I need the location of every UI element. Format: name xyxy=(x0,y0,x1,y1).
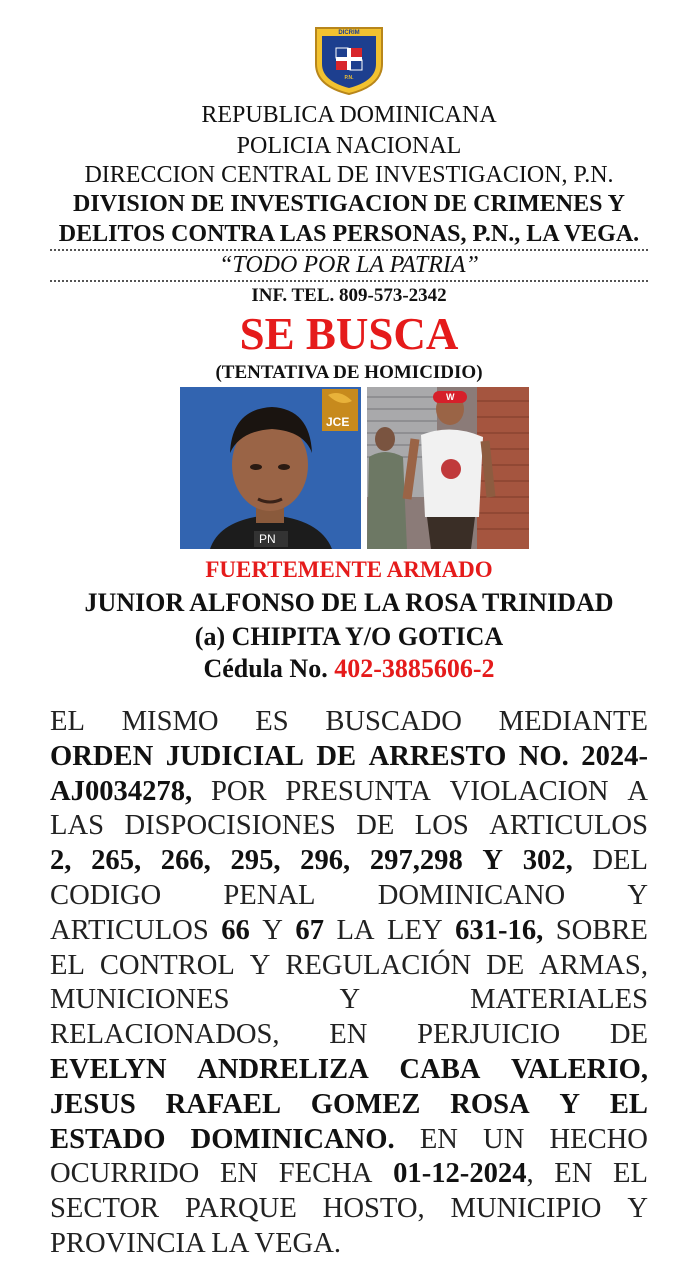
body-word xyxy=(554,1157,592,1192)
body-word-text: HECHO xyxy=(549,1123,648,1155)
body-word-text: SECTOR xyxy=(50,1193,160,1225)
body-word xyxy=(356,809,394,844)
body-word xyxy=(455,914,543,949)
body-word-text: REGULACIÓN xyxy=(285,949,472,981)
body-word-text: ARTICULOS xyxy=(489,810,648,842)
body-word-text: CODIGO xyxy=(50,879,162,911)
body-line xyxy=(50,949,648,984)
body-word-text: Y xyxy=(339,984,361,1016)
body-word-text: PRESUNTA xyxy=(285,775,431,807)
body-line xyxy=(50,1157,648,1192)
body-word xyxy=(483,1123,524,1158)
svg-text:DICRIM: DICRIM xyxy=(338,30,360,36)
body-word xyxy=(329,1018,367,1053)
body-word-text: PROVINCIA LA VEGA. xyxy=(50,1227,341,1259)
dotted-divider xyxy=(50,280,648,282)
body-word xyxy=(627,879,648,914)
body-word xyxy=(613,1157,648,1192)
body-word-text: RELACIONADOS, xyxy=(50,1019,280,1051)
body-word xyxy=(50,844,71,879)
wanted-title: SE BUSCA xyxy=(239,309,459,359)
body-word xyxy=(486,949,524,984)
body-word-text: 2024- xyxy=(581,740,648,772)
body-word xyxy=(211,775,267,810)
body-word-text: ESTADO xyxy=(50,1123,166,1155)
body-line xyxy=(50,1192,648,1227)
body-line xyxy=(50,1088,648,1123)
body-word xyxy=(316,740,356,775)
body-word xyxy=(91,844,141,879)
body-word xyxy=(122,705,219,740)
id-photo xyxy=(180,387,361,549)
armed-warning: FUERTEMENTE ARMADO xyxy=(205,557,493,582)
motto: “TODO POR LA PATRIA” xyxy=(219,252,479,278)
body-word xyxy=(387,914,443,949)
body-word-text: 631-16, xyxy=(455,914,544,946)
body-word xyxy=(556,914,648,949)
body-word xyxy=(627,775,648,810)
body-word-text: , xyxy=(526,1158,534,1190)
body-line xyxy=(50,1018,648,1053)
body-word xyxy=(470,983,648,1018)
body-word xyxy=(417,1018,560,1053)
body-word-text: OCURRIDO xyxy=(50,1158,200,1190)
body-word-text: CABA xyxy=(399,1053,481,1085)
body-word-text: MEDIANTE xyxy=(498,706,648,737)
body-word xyxy=(450,1088,529,1123)
body-word-text: 295, xyxy=(230,845,281,877)
cedula-label: Cédula No. xyxy=(203,654,328,683)
body-word xyxy=(285,775,430,810)
body-word xyxy=(336,914,374,949)
body-word xyxy=(592,844,648,879)
body-word xyxy=(559,1088,580,1123)
body-word-text: ROSA xyxy=(450,1088,530,1120)
body-word-text: DISPOCISIONES xyxy=(124,810,336,842)
street-photo-scene xyxy=(367,387,529,549)
body-line xyxy=(50,705,648,740)
body-word-text: JESUS xyxy=(50,1088,136,1120)
body-word-text: ORDEN xyxy=(50,740,154,772)
body-word xyxy=(339,983,360,1018)
body-word xyxy=(166,1088,281,1123)
cedula-number: 402-3885606-2 xyxy=(334,654,495,683)
body-word-text: Y xyxy=(627,1193,648,1225)
body-word xyxy=(50,983,230,1018)
body-word-text: CONTROL xyxy=(99,949,235,981)
body-word-text: EL xyxy=(613,1158,648,1190)
body-word xyxy=(50,914,209,949)
header-agency: POLICIA NACIONAL xyxy=(236,133,462,159)
jce-badge: JCE xyxy=(326,415,350,429)
header-division-line2: DELITOS CONTRA LAS PERSONAS, P.N., LA VEGA. xyxy=(58,221,640,247)
body-word xyxy=(482,844,503,879)
body-word xyxy=(50,949,85,984)
case-description xyxy=(50,705,648,1262)
body-word xyxy=(221,914,250,949)
body-word-text: 297,298 xyxy=(369,845,463,877)
info-phone: INF. TEL. 809-573-2342 xyxy=(251,285,447,306)
body-word xyxy=(451,1192,602,1227)
suspect-name: JUNIOR ALFONSO DE LA ROSA TRINIDAD xyxy=(84,588,614,617)
body-word-text: LEY xyxy=(387,914,443,946)
body-word-text: POR xyxy=(210,775,267,807)
body-line xyxy=(50,1227,648,1262)
body-line xyxy=(50,844,648,879)
body-word-text: FECHA xyxy=(278,1158,373,1190)
body-word-text: 266, xyxy=(160,845,211,877)
body-line xyxy=(50,1053,648,1088)
body-word xyxy=(610,1018,648,1053)
body-word-text: 296, xyxy=(300,845,351,877)
body-word-text: JUDICIAL xyxy=(165,740,304,772)
body-word xyxy=(450,775,609,810)
body-word-text: EN xyxy=(554,1158,593,1190)
cap-logo: W xyxy=(446,392,455,402)
body-word xyxy=(523,844,573,879)
header-direction: DIRECCION CENTRAL DE INVESTIGACION, P.N. xyxy=(84,162,614,188)
body-word xyxy=(250,949,271,984)
body-word xyxy=(50,1123,165,1158)
body-word-text: LAS xyxy=(50,810,105,842)
body-word-text: SOBRE xyxy=(555,914,648,946)
body-word xyxy=(393,1157,534,1192)
body-word-text: EN xyxy=(419,1123,458,1155)
body-word xyxy=(511,1053,648,1088)
body-word-text: Y xyxy=(482,845,504,877)
body-word xyxy=(50,1192,159,1227)
body-word-text: EN xyxy=(219,1158,259,1190)
body-word-text: EL xyxy=(50,706,85,737)
body-word-text: ARTICULOS xyxy=(50,914,209,946)
body-word xyxy=(300,844,350,879)
body-word xyxy=(255,705,288,740)
body-word xyxy=(549,1123,648,1158)
header-country: REPUBLICA DOMINICANA xyxy=(201,102,497,128)
body-word-text: BUSCADO xyxy=(325,706,462,737)
body-word-text: Y xyxy=(249,949,271,981)
body-word-text: ARMAS, xyxy=(539,949,648,981)
body-word xyxy=(610,1088,648,1123)
body-word-text: DE xyxy=(316,740,357,772)
body-word xyxy=(285,949,471,984)
body-line xyxy=(50,775,648,810)
body-word-text: 67 xyxy=(295,914,324,946)
body-word xyxy=(262,914,283,949)
body-word xyxy=(185,1192,297,1227)
body-word xyxy=(378,879,565,914)
body-word xyxy=(50,1227,341,1262)
body-word xyxy=(230,844,280,879)
body-word-text: NO. xyxy=(518,740,569,772)
dicrim-emblem-icon xyxy=(310,24,388,96)
body-word-text: Y xyxy=(262,914,283,946)
body-word xyxy=(399,1053,480,1088)
body-word xyxy=(519,740,569,775)
body-word-text: PERJUICIO xyxy=(417,1019,561,1051)
body-word-text: EN xyxy=(329,1019,368,1051)
body-line xyxy=(50,740,648,775)
body-word-text: 66 xyxy=(221,914,250,946)
body-word xyxy=(223,879,315,914)
body-word-text: Y xyxy=(559,1088,581,1120)
body-word-text: UN xyxy=(483,1123,525,1155)
body-word xyxy=(50,879,161,914)
body-word xyxy=(415,809,469,844)
body-word xyxy=(311,1088,421,1123)
body-word xyxy=(325,705,462,740)
body-word-text: RAFAEL xyxy=(165,1088,282,1120)
cedula-line xyxy=(0,652,698,686)
pn-tag: PN xyxy=(259,532,276,546)
body-word xyxy=(489,809,648,844)
body-word-text: 302, xyxy=(522,845,573,877)
body-word-text: DE xyxy=(609,1019,648,1051)
body-word-text: ES xyxy=(255,706,289,737)
body-word-text: MUNICIPIO xyxy=(450,1193,602,1225)
body-word-text: DE xyxy=(486,949,525,981)
body-word xyxy=(124,809,335,844)
body-word-text: DE xyxy=(356,810,395,842)
body-line xyxy=(50,1123,648,1158)
body-word xyxy=(627,1192,648,1227)
body-word-text: MATERIALES xyxy=(470,984,648,1016)
body-word xyxy=(295,914,324,949)
body-word-text: PENAL xyxy=(223,879,316,911)
body-word xyxy=(191,1123,395,1158)
body-word-text: EVELYN xyxy=(50,1053,167,1085)
body-word xyxy=(420,1123,458,1158)
body-word-text: ANDRELIZA xyxy=(197,1053,369,1085)
body-word xyxy=(581,740,648,775)
body-word xyxy=(50,1088,136,1123)
body-word xyxy=(166,740,304,775)
body-word-text: A xyxy=(627,775,648,807)
body-word-text: VALERIO, xyxy=(511,1053,648,1085)
body-word-text: LA xyxy=(336,914,375,946)
suspect-alias: (a) CHIPITA Y/O GOTICA xyxy=(194,622,504,651)
body-line xyxy=(50,879,648,914)
body-line xyxy=(50,983,648,1018)
body-word xyxy=(539,949,648,984)
body-word-text: HOSTO, xyxy=(322,1193,425,1225)
body-word xyxy=(161,844,211,879)
body-word-text: 265, xyxy=(91,845,142,877)
body-word xyxy=(50,705,85,740)
body-word-text: VIOLACION xyxy=(449,775,609,807)
body-word-text: GOMEZ xyxy=(310,1088,421,1120)
body-word xyxy=(100,949,235,984)
header-division-line1: DIVISION DE INVESTIGACION DE CRIMENES Y xyxy=(73,191,625,217)
body-word-text: AJ0034278, xyxy=(50,775,193,807)
body-word-text: DOMINICANO. xyxy=(190,1123,395,1155)
body-word-text: PARQUE xyxy=(185,1193,297,1225)
body-word-text: EL xyxy=(50,949,85,981)
id-photo-portrait xyxy=(180,387,361,549)
body-word-text: MISMO xyxy=(121,706,219,737)
body-word xyxy=(197,1053,369,1088)
body-word-text: DEL xyxy=(592,845,648,877)
body-word-text: Y xyxy=(627,879,648,911)
body-word xyxy=(50,775,192,810)
body-word xyxy=(279,1157,373,1192)
body-line xyxy=(50,809,648,844)
body-word xyxy=(370,844,463,879)
svg-text:P.N.: P.N. xyxy=(344,75,354,81)
body-word xyxy=(50,809,104,844)
body-word xyxy=(50,740,153,775)
body-word-text: 01-12-2024 xyxy=(393,1158,527,1190)
body-word xyxy=(50,1018,280,1053)
charge-label: (TENTATIVA DE HOMICIDIO) xyxy=(215,362,483,383)
body-word-text: MUNICIONES xyxy=(50,984,230,1016)
body-word xyxy=(323,1192,425,1227)
body-word xyxy=(220,1157,258,1192)
body-word xyxy=(499,705,648,740)
body-word-text: DOMINICANO xyxy=(377,879,566,911)
body-word-text: LOS xyxy=(414,810,469,842)
body-word xyxy=(50,1157,199,1192)
body-word-text: 2, xyxy=(50,845,72,877)
body-word-text: EL xyxy=(609,1088,648,1120)
body-word xyxy=(369,740,507,775)
body-word-text: ARRESTO xyxy=(368,740,507,772)
body-word xyxy=(50,1053,167,1088)
body-line xyxy=(50,914,648,949)
street-photo xyxy=(367,387,529,549)
